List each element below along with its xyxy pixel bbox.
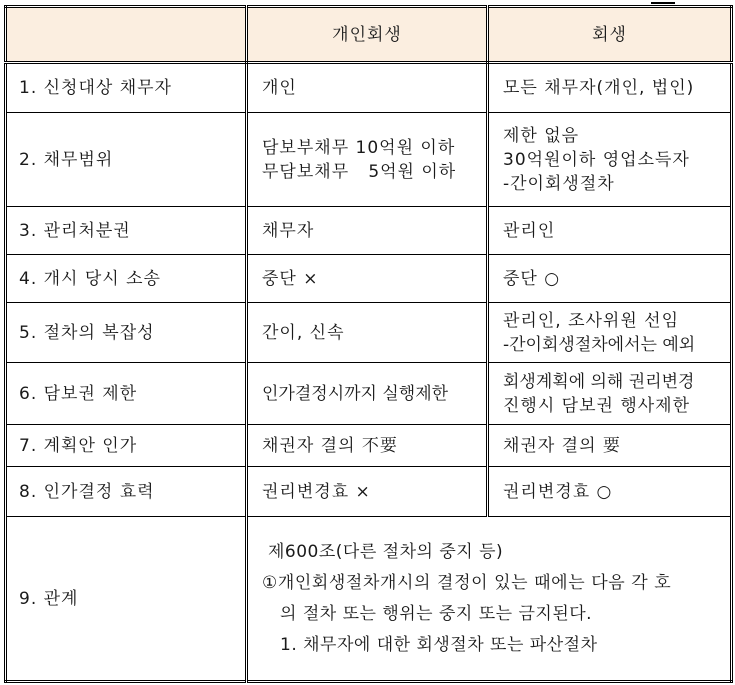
cell-line: 간이, 신속	[262, 322, 345, 343]
cell-line: 권리변경효 ○	[503, 481, 613, 502]
relation-line: 제600조(다른 절차의 중지 등)	[268, 541, 504, 562]
rehab-cell	[488, 113, 732, 207]
rehab-cell	[488, 63, 732, 113]
cell-line: 채권자 결의 要	[503, 435, 621, 456]
individual-cell	[247, 467, 488, 517]
table-row	[6, 303, 732, 363]
row-label: 7. 계획안 인가	[6, 425, 247, 467]
comparison-table	[4, 5, 733, 683]
individual-cell	[247, 113, 488, 207]
individual-cell	[247, 255, 488, 303]
individual-cell	[247, 363, 488, 425]
cell-line: 30억원이하 영업소득자	[503, 149, 690, 170]
relation-line: 의 절차 또는 행위는 중지 또는 금지된다.	[280, 603, 593, 624]
table-row	[6, 255, 732, 303]
cell-line: 회생계획에 의해 권리변경	[503, 371, 695, 392]
table-row	[6, 517, 732, 682]
table-row	[6, 63, 732, 113]
cell-line: 개인	[262, 78, 297, 98]
rehab-cell	[488, 363, 732, 425]
cell-line: 모든 채무자(개인, 법인)	[503, 78, 695, 98]
rehab-cell	[488, 207, 732, 255]
row-label: 3. 관리처분권	[6, 207, 247, 255]
individual-cell	[247, 303, 488, 363]
header-individual-rehabilitation: 개인회생	[247, 7, 488, 63]
rehab-cell	[488, 303, 732, 363]
cell-line: 채권자 결의 不要	[262, 435, 398, 456]
table-row	[6, 113, 732, 207]
relation-cell	[247, 517, 732, 682]
table-row	[6, 467, 732, 517]
cell-line: 권리변경효 ×	[262, 481, 371, 502]
header-rehabilitation: 회생	[488, 7, 732, 63]
cell-line: -간이회생절차에서는 예외	[503, 334, 696, 355]
row-label: 6. 담보권 제한	[6, 363, 247, 425]
individual-cell	[247, 63, 488, 113]
row-label: 4. 개시 당시 소송	[6, 255, 247, 303]
cell-line: 무담보채무 5억원 이하	[262, 161, 457, 182]
cell-line: 제한 없음	[503, 125, 580, 146]
row-label: 5. 절차의 복잡성	[6, 303, 247, 363]
cell-line: 담보부채무 10억원 이하	[262, 137, 456, 158]
relation-line: ①개인회생절차개시의 결정이 있는 때에는 다음 각 호	[262, 572, 672, 593]
table-row	[6, 425, 732, 467]
row-label: 1. 신청대상 채무자	[6, 63, 247, 113]
rehab-cell	[488, 425, 732, 467]
table-row	[6, 207, 732, 255]
rehab-cell	[488, 467, 732, 517]
row-label: 2. 채무범위	[6, 113, 247, 207]
row-label: 9. 관계	[6, 517, 247, 682]
individual-cell	[247, 425, 488, 467]
cell-line: 관리인, 조사위원 선임	[503, 310, 680, 331]
cell-line: 관리인	[503, 220, 556, 241]
row-label: 8. 인가결정 효력	[6, 467, 247, 517]
header-row	[6, 7, 732, 63]
cell-line: 채무자	[262, 220, 315, 241]
cell-line: 진행시 담보권 행사제한	[503, 395, 691, 416]
rehab-cell	[488, 255, 732, 303]
header-blank-cell	[6, 7, 247, 63]
cell-line: 인가결정시까지 실행제한	[262, 383, 449, 404]
top-edge-mark	[651, 2, 675, 4]
cell-line: -간이회생절차	[503, 173, 615, 194]
cell-line: 중단 ○	[503, 268, 561, 289]
relation-line: 1. 채무자에 대한 회생절차 또는 파산절차	[280, 634, 598, 655]
table-row	[6, 363, 732, 425]
individual-cell	[247, 207, 488, 255]
cell-line: 중단 ×	[262, 268, 319, 289]
